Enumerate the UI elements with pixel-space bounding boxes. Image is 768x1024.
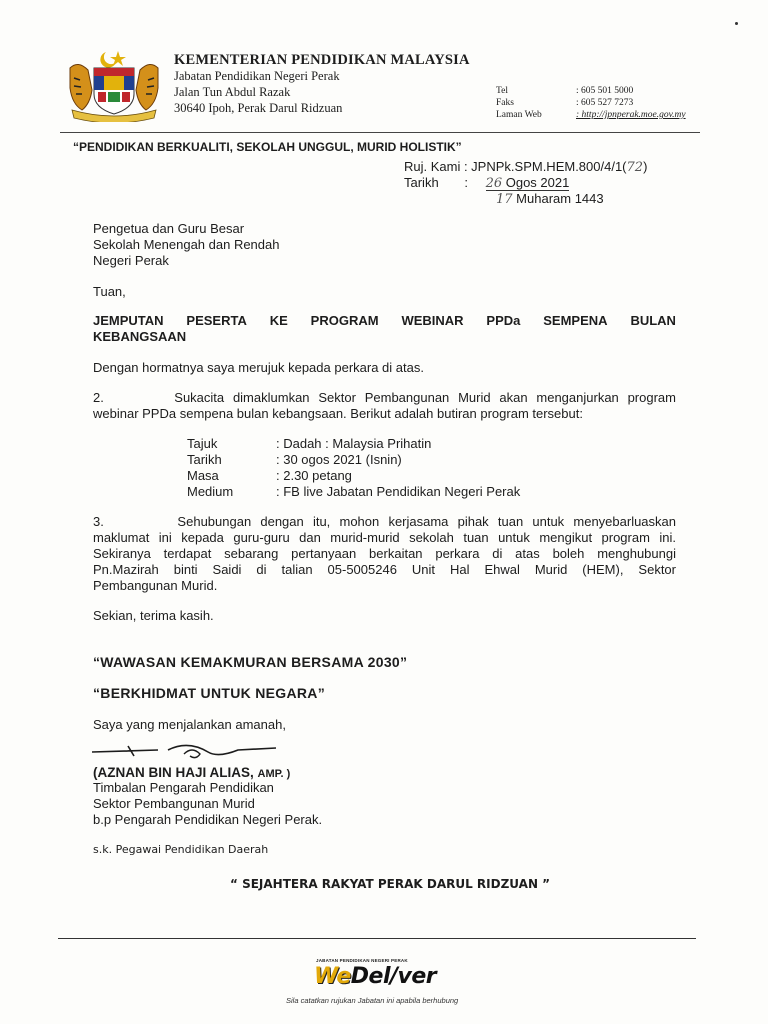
hijri-month-year: Muharam 1443 bbox=[516, 191, 604, 206]
hijri-date bbox=[496, 191, 604, 207]
detail-value-medium: : FB live Jabatan Pendidikan Negeri Perak bbox=[276, 484, 521, 499]
paragraph-3-line-2: maklumat ini kepada guru-guru dan murid-murid sekolah tuan untuk mengikut program ini. bbox=[93, 530, 676, 545]
reference-label: Ruj. Kami : JPNPk.SPM.HEM.800/4/1( bbox=[404, 159, 627, 174]
subject-word: WEBINAR bbox=[401, 313, 464, 328]
jpn-perak-logo-caption: JABATAN PENDIDIKAN NEGERI PERAK bbox=[316, 958, 408, 963]
paragraph-2-line-1: 2. Sukacita dimaklumkan Sektor Pembangunan Murid akan menganjurkan program bbox=[93, 390, 676, 405]
date-handwritten: 26 bbox=[485, 176, 503, 191]
subject-word: BULAN bbox=[630, 313, 676, 328]
closing: Sekian, terima kasih. bbox=[93, 608, 214, 623]
logo-we: We bbox=[314, 964, 351, 989]
hijri-handwritten: 17 bbox=[496, 192, 513, 207]
reference-close: ) bbox=[643, 159, 648, 174]
address-line-2: Jalan Tun Abdul Razak bbox=[174, 85, 291, 99]
signatory-title-1: Timbalan Pengarah Pendidikan bbox=[93, 780, 274, 795]
signatory-full-name: (AZNAN BIN HAJI ALIAS, bbox=[93, 765, 254, 780]
date-colon: : bbox=[464, 175, 468, 190]
slogan-berkhidmat: “BERKHIDMAT UNTUK NEGARA” bbox=[93, 685, 326, 701]
signatory-honorific: AMP. ) bbox=[257, 768, 291, 780]
slogan-wawasan: “WAWASAN KEMAKMURAN BERSAMA 2030” bbox=[93, 654, 408, 670]
paragraph-3-line-5: Pembangunan Murid. bbox=[93, 578, 218, 593]
footer-divider bbox=[58, 938, 696, 939]
detail-value-tajuk: : Dadah : Malaysia Prihatin bbox=[276, 436, 432, 451]
address-line-3: 30640 Ipoh, Perak Darul Ridzuan bbox=[174, 101, 343, 115]
subject-word: PESERTA bbox=[186, 313, 247, 328]
salutation: Tuan, bbox=[93, 284, 126, 299]
signatory-title-3: b.p Pengarah Pendidikan Negeri Perak. bbox=[93, 812, 323, 827]
recipient-line-2: Sekolah Menengah dan Rendah bbox=[93, 237, 280, 252]
logo-deliver: Del/ver bbox=[350, 964, 437, 989]
tel-value: : 605 501 5000 bbox=[576, 86, 634, 96]
date-label: Tarikh bbox=[404, 175, 439, 190]
web-label: Laman Web bbox=[496, 110, 542, 120]
detail-value-masa: : 2.30 petang bbox=[276, 468, 352, 483]
we-deliver-logo bbox=[314, 964, 436, 989]
web-link[interactable]: : http://jpnperak.moe.gov.my bbox=[576, 110, 686, 120]
recipient-line-1: Pengetua dan Guru Besar bbox=[93, 221, 245, 236]
reference-date bbox=[404, 175, 569, 191]
recipient-line-3: Negeri Perak bbox=[93, 253, 169, 268]
fax-value: : 605 527 7273 bbox=[576, 98, 634, 108]
paragraph-3-line-4: Pn.Mazirah binti Saidi di talian 05-5005246 Unit Hal Ehwal Murid (HEM), Sektor bbox=[93, 562, 676, 577]
paragraph-1: Dengan hormatnya saya merujuk kepada perkara di atas. bbox=[93, 360, 424, 375]
detail-label-tarikh: Tarikh bbox=[187, 452, 222, 467]
slogan-perak: “ SEJAHTERA RAKYAT PERAK DARUL RIDZUAN ” bbox=[230, 877, 551, 891]
address-line-1: Jabatan Pendidikan Negeri Perak bbox=[174, 69, 340, 83]
reference-number bbox=[404, 159, 647, 175]
detail-label-tajuk: Tajuk bbox=[187, 436, 218, 451]
subject-word: JEMPUTAN bbox=[93, 313, 164, 328]
subject-word: PPDa bbox=[486, 313, 521, 328]
reference-handwritten: 72 bbox=[626, 160, 644, 175]
signatory-name bbox=[93, 765, 290, 780]
footer-note: Sila catatkan rujukan Jabatan ini apabila berhubung bbox=[286, 996, 459, 1005]
detail-label-masa: Masa bbox=[187, 468, 219, 483]
paragraph-3-line-1: 3. Sehubungan dengan itu, mohon kerjasama pihak tuan untuk menyebarluaskan bbox=[93, 514, 676, 529]
subject-line-1 bbox=[93, 313, 676, 329]
tel-label: Tel bbox=[496, 86, 508, 96]
header-divider bbox=[60, 132, 700, 133]
detail-label-medium: Medium bbox=[187, 484, 234, 499]
subject-word: KE bbox=[269, 313, 288, 328]
date-month-year: Ogos 2021 bbox=[505, 175, 570, 190]
signature-icon bbox=[88, 738, 288, 764]
amanah-line: Saya yang menjalankan amanah, bbox=[93, 717, 286, 732]
date-value bbox=[486, 175, 570, 191]
fax-label: Faks bbox=[496, 98, 514, 108]
subject-word: PROGRAM bbox=[310, 313, 379, 328]
signatory-title-2: Sektor Pembangunan Murid bbox=[93, 796, 255, 811]
detail-value-tarikh: : 30 ogos 2021 (Isnin) bbox=[276, 452, 402, 467]
subject-line-2: KEBANGSAAN bbox=[93, 329, 187, 344]
paragraph-3-line-3: Sekiranya terdapat sebarang pertanyaan berkaitan perkara di atas boleh menghubungi bbox=[93, 546, 676, 561]
cc-line: s.k. Pegawai Pendidikan Daerah bbox=[93, 843, 269, 856]
subject-word: SEMPENA bbox=[543, 313, 608, 328]
scan-speck bbox=[735, 22, 738, 25]
ministry-name: KEMENTERIAN PENDIDIKAN MALAYSIA bbox=[174, 52, 470, 68]
slogan-pendidikan: “PENDIDIKAN BERKUALITI, SEKOLAH UNGGUL, MURID HOLISTIK” bbox=[73, 140, 462, 154]
paragraph-2-line-2: webinar PPDa sempena bulan kebangsaan. Berikut adalah butiran program tersebut: bbox=[93, 406, 583, 421]
coat-of-arms-icon bbox=[62, 48, 166, 122]
